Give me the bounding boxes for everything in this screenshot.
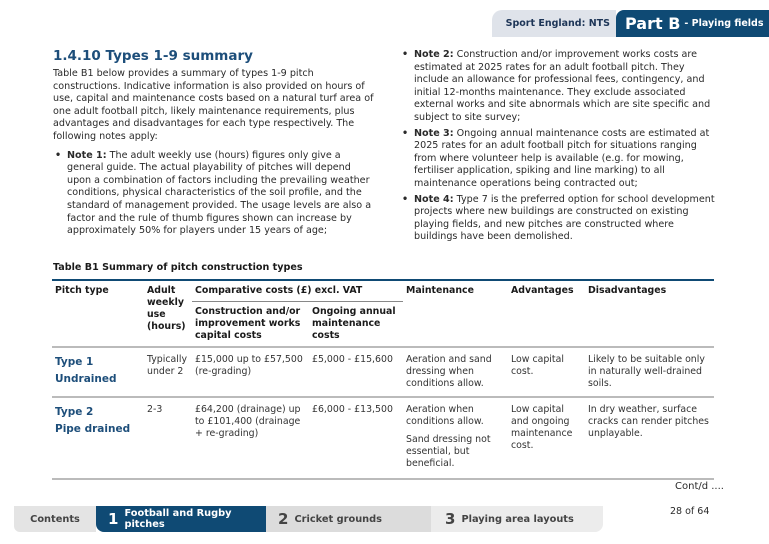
tab-football-rugby[interactable]: 1 Football and Rugby pitches (96, 506, 266, 532)
tab-contents[interactable]: Contents (14, 506, 96, 532)
tab-cricket[interactable]: 2 Cricket grounds (266, 506, 431, 532)
cell-ongoing: £6,000 - £13,500 (309, 397, 403, 479)
table-caption: Table B1 Summary of pitch construction types (53, 262, 303, 273)
page-header (492, 10, 769, 37)
header-org: Sport England: NTS (492, 10, 616, 37)
cell-maintenance: Aeration when conditions allow. Sand dressing not essential, but beneficial. (403, 397, 508, 479)
header-weekly-use: Adult weekly use (hours) (147, 285, 186, 332)
type-name: Undrained (55, 373, 117, 385)
type-label: Type 1 (55, 356, 94, 368)
part-label: Part B (625, 14, 681, 33)
part-subtitle: - Playing fields (684, 18, 764, 29)
section-title: 1.4.10 Types 1-9 summary (53, 48, 253, 64)
cell-use: Typically under 2 (144, 347, 192, 397)
note-3: • Note 3: Ongoing annual maintenance costs are estimated at 2025 rates for an adult football pitch for situations ranging from where volunteer help is available (e.g. for mowing, fertiliser application, spiking and line marking) to all maintenance operations being contracted out; (400, 128, 718, 191)
header-advantages: Advantages (511, 285, 574, 296)
cell-capital: £15,000 up to £57,500 (re-grading) (192, 347, 309, 397)
cell-maintenance: Aeration and sand dressing when conditions allow. (403, 347, 508, 397)
header-capital: Construction and/or improvement works capital costs (192, 302, 309, 348)
cell-disadvantages: Likely to be suitable only in naturally well-drained soils. (585, 347, 714, 397)
right-column (400, 49, 718, 247)
continued-label: Cont/d .... (675, 481, 724, 492)
header-ongoing: Ongoing annual maintenance costs (309, 302, 403, 348)
table-row (52, 347, 714, 397)
cell-advantages: Low capital cost. (508, 347, 585, 397)
page-number: 28 of 64 (670, 506, 710, 517)
header-disadvantages: Disadvantages (588, 285, 667, 296)
header-maintenance: Maintenance (406, 285, 474, 296)
note-4: • Note 4: Type 7 is the preferred option for school development projects where new buildings are constructed on existing playing fields, and new pitches are constructed where buildings have been demolished. (400, 194, 718, 244)
left-column (53, 68, 375, 241)
note-2: • Note 2: Construction and/or improvement works costs are estimated at 2025 rates for an adult football pitch. They include an allowance for professional fees, contingency, and initial 12-months maintenance. They exclude associated external works and site abnormals which are site specific and subject to site survey; (400, 49, 718, 125)
cell-advantages: Low capital and ongoing maintenance cost. (508, 397, 585, 479)
header-part (616, 10, 769, 37)
type-label: Type 2 (55, 406, 94, 418)
intro-text: Table B1 below provides a summary of types 1-9 pitch constructions. Indicative information is also provided on hours of use, capital and maintenance costs based on a natural turf area of one adult football pitch, likely maintenance requirements, plus advantages and disadvantages for each type respectively. The following notes apply: (53, 68, 374, 142)
tab-playing-area[interactable]: 3 Playing area layouts (431, 506, 603, 532)
header-pitch-type: Pitch type (55, 285, 109, 296)
cell-capital: £64,200 (drainage) up to £101,400 (drainage + re-grading) (192, 397, 309, 479)
note-1: • Note 1: The adult weekly use (hours) figures only give a general guide. The actual playability of pitches will depend upon a combination of factors including the prevailing weather conditions, physical characteristics of the soil profile, and the standard of management provided. The usage levels are also a factor and the rule of thumb figures shown can increase by approximately 50% for players under 15 years of age; (53, 150, 375, 238)
cell-disadvantages: In dry weather, surface cracks can render pitches unplayable. (585, 397, 714, 479)
cell-ongoing: £5,000 - £15,600 (309, 347, 403, 397)
cell-use: 2-3 (144, 397, 192, 479)
footer-nav (14, 506, 603, 532)
pitch-types-table (52, 279, 714, 480)
header-costs: Comparative costs (£) excl. VAT (195, 285, 363, 296)
table-row (52, 397, 714, 479)
type-name: Pipe drained (55, 423, 131, 435)
